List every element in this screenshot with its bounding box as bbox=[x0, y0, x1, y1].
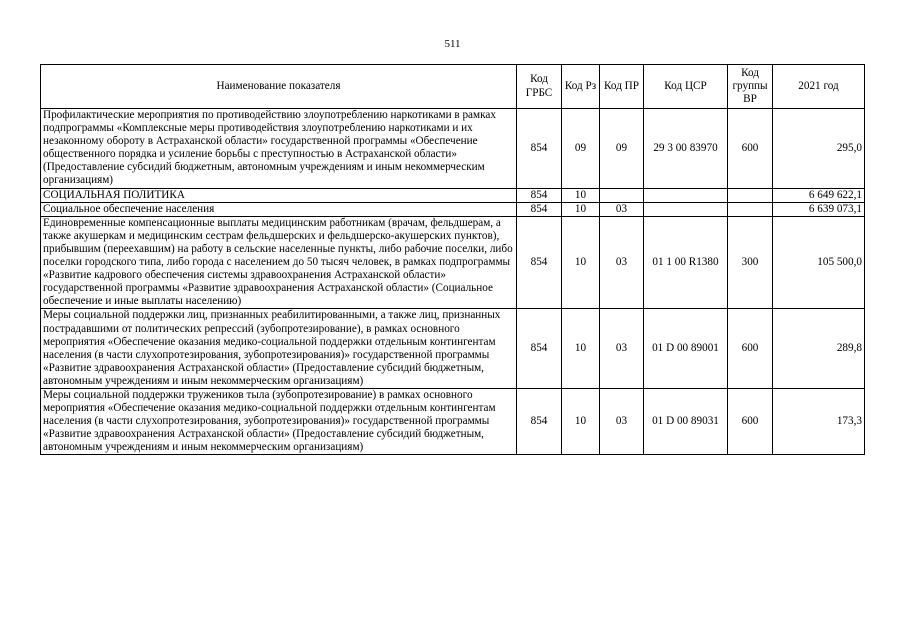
row-pr: 03 bbox=[600, 216, 644, 309]
table-row bbox=[41, 109, 865, 189]
row-vr bbox=[728, 188, 773, 202]
row-name: Единовременные компенсационные выплаты медицинским работникам (врачам, фельдшерам, а также акушеркам и медицинским сестрам фельдшерских и фельдшерско-акушерских пунктов), прибывшим (переехавшим) на работу в сельские населенные пункты, либо рабочие поселки, либо поселки городского типа, либо города с населением до 50 тысяч человек, в рамках подпрограммы «Развитие кадрового обеспечения системы здравоохранения Астраханской области» государственной программы «Развитие здравоохранения Астраханской области» (Социальное обеспечение и иные выплаты населению) bbox=[41, 216, 517, 309]
header-grbs: Код ГРБС bbox=[517, 65, 562, 109]
row-csr bbox=[644, 202, 728, 216]
header-vr: Код группы ВР bbox=[728, 65, 773, 109]
row-rz: 10 bbox=[562, 388, 600, 454]
table-row bbox=[41, 202, 865, 216]
row-grbs: 854 bbox=[517, 388, 562, 454]
header-row bbox=[41, 65, 865, 109]
row-pr: 03 bbox=[600, 309, 644, 389]
row-rz: 10 bbox=[562, 216, 600, 309]
row-amount: 6 639 073,1 bbox=[773, 202, 865, 216]
row-name: Социальное обеспечение населения bbox=[41, 202, 517, 216]
budget-table bbox=[40, 64, 865, 455]
table-row bbox=[41, 216, 865, 309]
row-pr: 09 bbox=[600, 109, 644, 189]
row-pr bbox=[600, 188, 644, 202]
row-csr: 01 D 00 89001 bbox=[644, 309, 728, 389]
row-name: Меры социальной поддержки лиц, признанных реабилитированными, а также лиц, признанных пострадавшими от политических репрессий (зубопротезирование), в рамках основного мероприятия «Обеспечение оказания медико-социальной поддержки отдельным контингентам населения (в части слухопротезирования, зубопротезирования)» государственной программы «Развитие здравоохранения Астраханской области» (Предоставление субсидий бюджетным, автономным учреждениям и иным некоммерческим организациям) bbox=[41, 309, 517, 389]
header-pr: Код ПР bbox=[600, 65, 644, 109]
row-amount: 173,3 bbox=[773, 388, 865, 454]
row-rz: 09 bbox=[562, 109, 600, 189]
header-csr: Код ЦСР bbox=[644, 65, 728, 109]
page-number: 511 bbox=[444, 38, 461, 50]
row-csr: 29 3 00 83970 bbox=[644, 109, 728, 189]
table-row bbox=[41, 188, 865, 202]
header-rz: Код Рз bbox=[562, 65, 600, 109]
row-csr bbox=[644, 188, 728, 202]
table-row bbox=[41, 309, 865, 389]
row-pr: 03 bbox=[600, 388, 644, 454]
row-vr: 600 bbox=[728, 309, 773, 389]
row-vr: 600 bbox=[728, 388, 773, 454]
row-vr bbox=[728, 202, 773, 216]
row-grbs: 854 bbox=[517, 309, 562, 389]
row-grbs: 854 bbox=[517, 202, 562, 216]
row-grbs: 854 bbox=[517, 109, 562, 189]
row-name: Профилактические мероприятия по противодействию злоупотреблению наркотиками в рамках подпрограммы «Комплексные меры противодействия злоупотреблению наркотиками и их незаконному обороту в Астраханской области» государственной программы «Обеспечение общественного порядка и усиление борьбы с преступностью в Астраханской области» (Предоставление субсидий бюджетным, автономным учреждениям и иным некоммерческим организациям) bbox=[41, 109, 517, 189]
row-amount: 295,0 bbox=[773, 109, 865, 189]
row-name: СОЦИАЛЬНАЯ ПОЛИТИКА bbox=[41, 188, 517, 202]
row-grbs: 854 bbox=[517, 216, 562, 309]
row-csr: 01 D 00 89031 bbox=[644, 388, 728, 454]
header-year: 2021 год bbox=[773, 65, 865, 109]
row-rz: 10 bbox=[562, 202, 600, 216]
row-vr: 600 bbox=[728, 109, 773, 189]
header-name: Наименование показателя bbox=[41, 65, 517, 109]
row-vr: 300 bbox=[728, 216, 773, 309]
row-amount: 6 649 622,1 bbox=[773, 188, 865, 202]
table-row bbox=[41, 388, 865, 454]
row-rz: 10 bbox=[562, 188, 600, 202]
row-amount: 105 500,0 bbox=[773, 216, 865, 309]
row-grbs: 854 bbox=[517, 188, 562, 202]
row-rz: 10 bbox=[562, 309, 600, 389]
row-csr: 01 1 00 R1380 bbox=[644, 216, 728, 309]
row-pr: 03 bbox=[600, 202, 644, 216]
row-name: Меры социальной поддержки тружеников тыла (зубопротезирование) в рамках основного мероприятия «Обеспечение оказания медико-социальной поддержки отдельным контингентам населения (в части слухопротезирования, зубопротезирования)» государственной программы «Развитие здравоохранения Астраханской области» (Предоставление субсидий бюджетным, автономным учреждениям и иным некоммерческим организациям) bbox=[41, 388, 517, 454]
row-amount: 289,8 bbox=[773, 309, 865, 389]
